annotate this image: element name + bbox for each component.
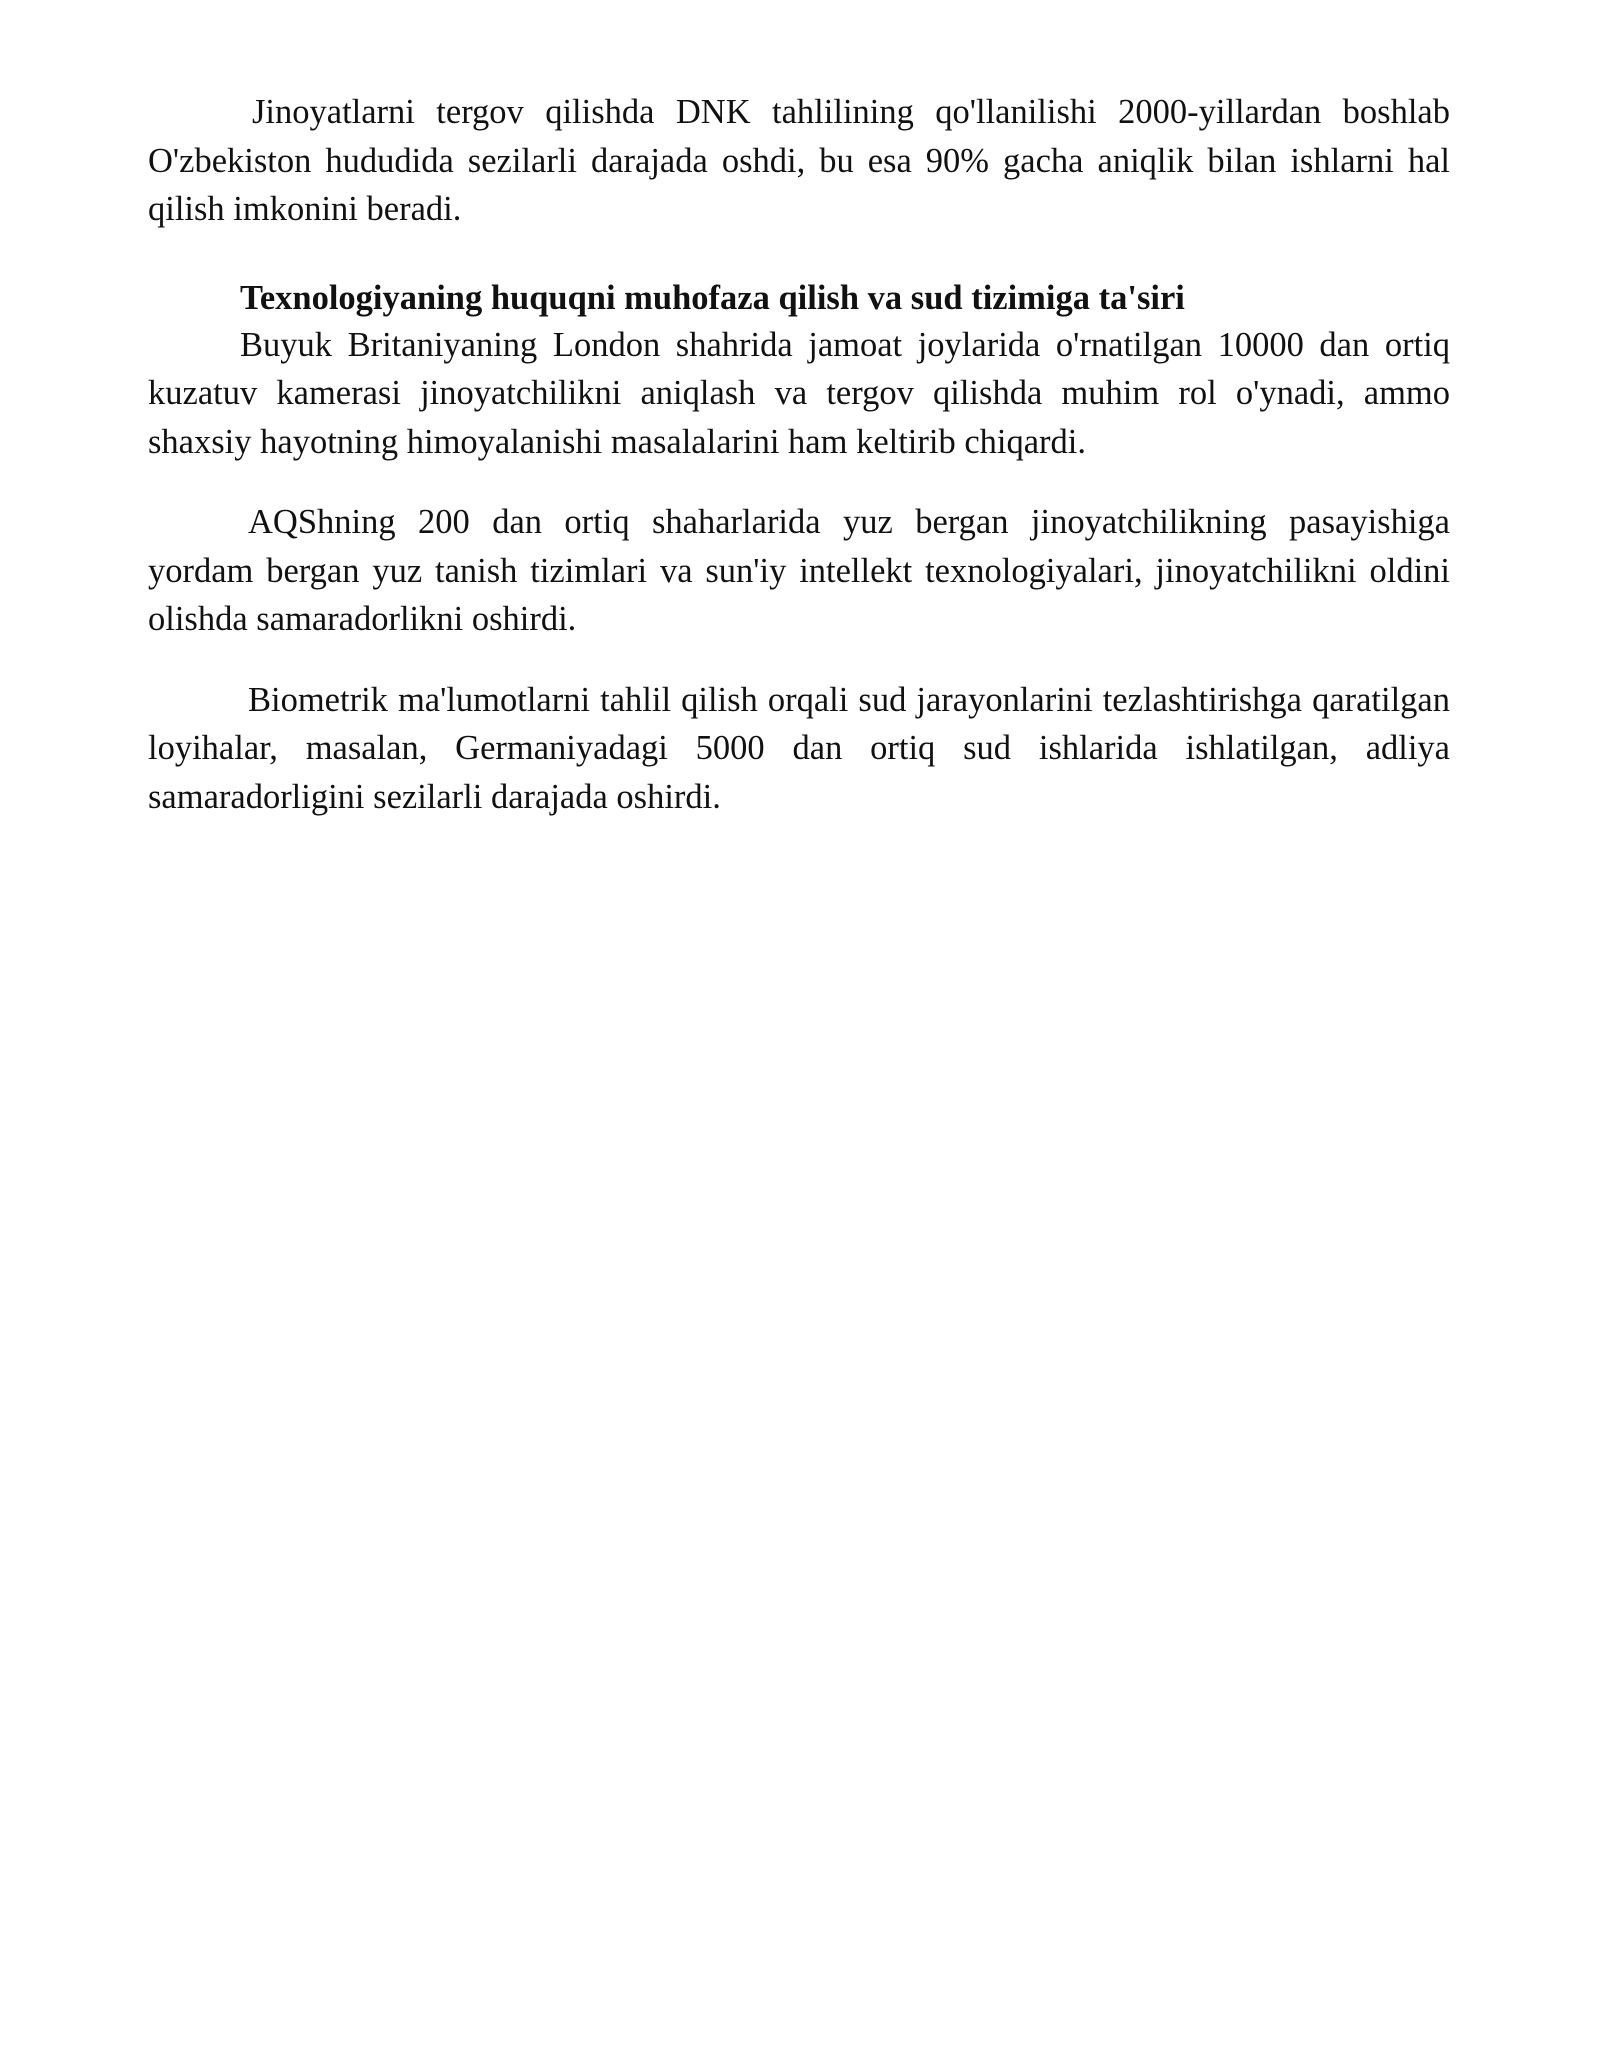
section-heading: Texnologiyaning huquqni muhofaza qilish va sud tizimiga ta'siri (240, 278, 1185, 317)
paragraph-usa-face-recognition: AQShning 200 dan ortiq shaharlarida yuz bergan jinoyatchilikning pasayishiga yordam bergan yuz tanish tizimlari va sun'iy intellekt texnologiyalari, jinoyatchilikni oldini olishda samaradorlikni oshirdi. (148, 503, 1450, 638)
intro-paragraph: Jinoyatlarni tergov qilishda DNK tahlilining qo'llanilishi 2000-yillardan boshlab O'zbekiston hududida sezilarli darajada oshdi, bu esa 90% gacha aniqlik bilan ishlarni hal qilish imkonini beradi. (148, 93, 1450, 228)
paragraph-spacer (148, 644, 1450, 676)
paragraph-spacer (148, 234, 1450, 275)
paragraph-london-cameras: Buyuk Britaniyaning London shahrida jamoat joylarida o'rnatilgan 10000 dan ortiq kuzatuv kamerasi jinoyatchilikni aniqlash va tergov qilishda muhim rol o'ynadi, ammo shaxsiy hayotning himoyalanishi masalalarini ham keltirib chiqardi. (148, 325, 1450, 461)
paragraph-germany-biometrics: Biometrik ma'lumotlarni tahlil qilish orqali sud jarayonlarini tezlashtirishga qaratilgan loyihalar, masalan, Germaniyadagi 5000 dan ortiq sud ishlarida ishlatilgan, adliya samaradorligini sezilarli darajada oshirdi. (148, 680, 1450, 816)
paragraph-spacer (148, 466, 1450, 498)
document-body (148, 88, 1450, 821)
